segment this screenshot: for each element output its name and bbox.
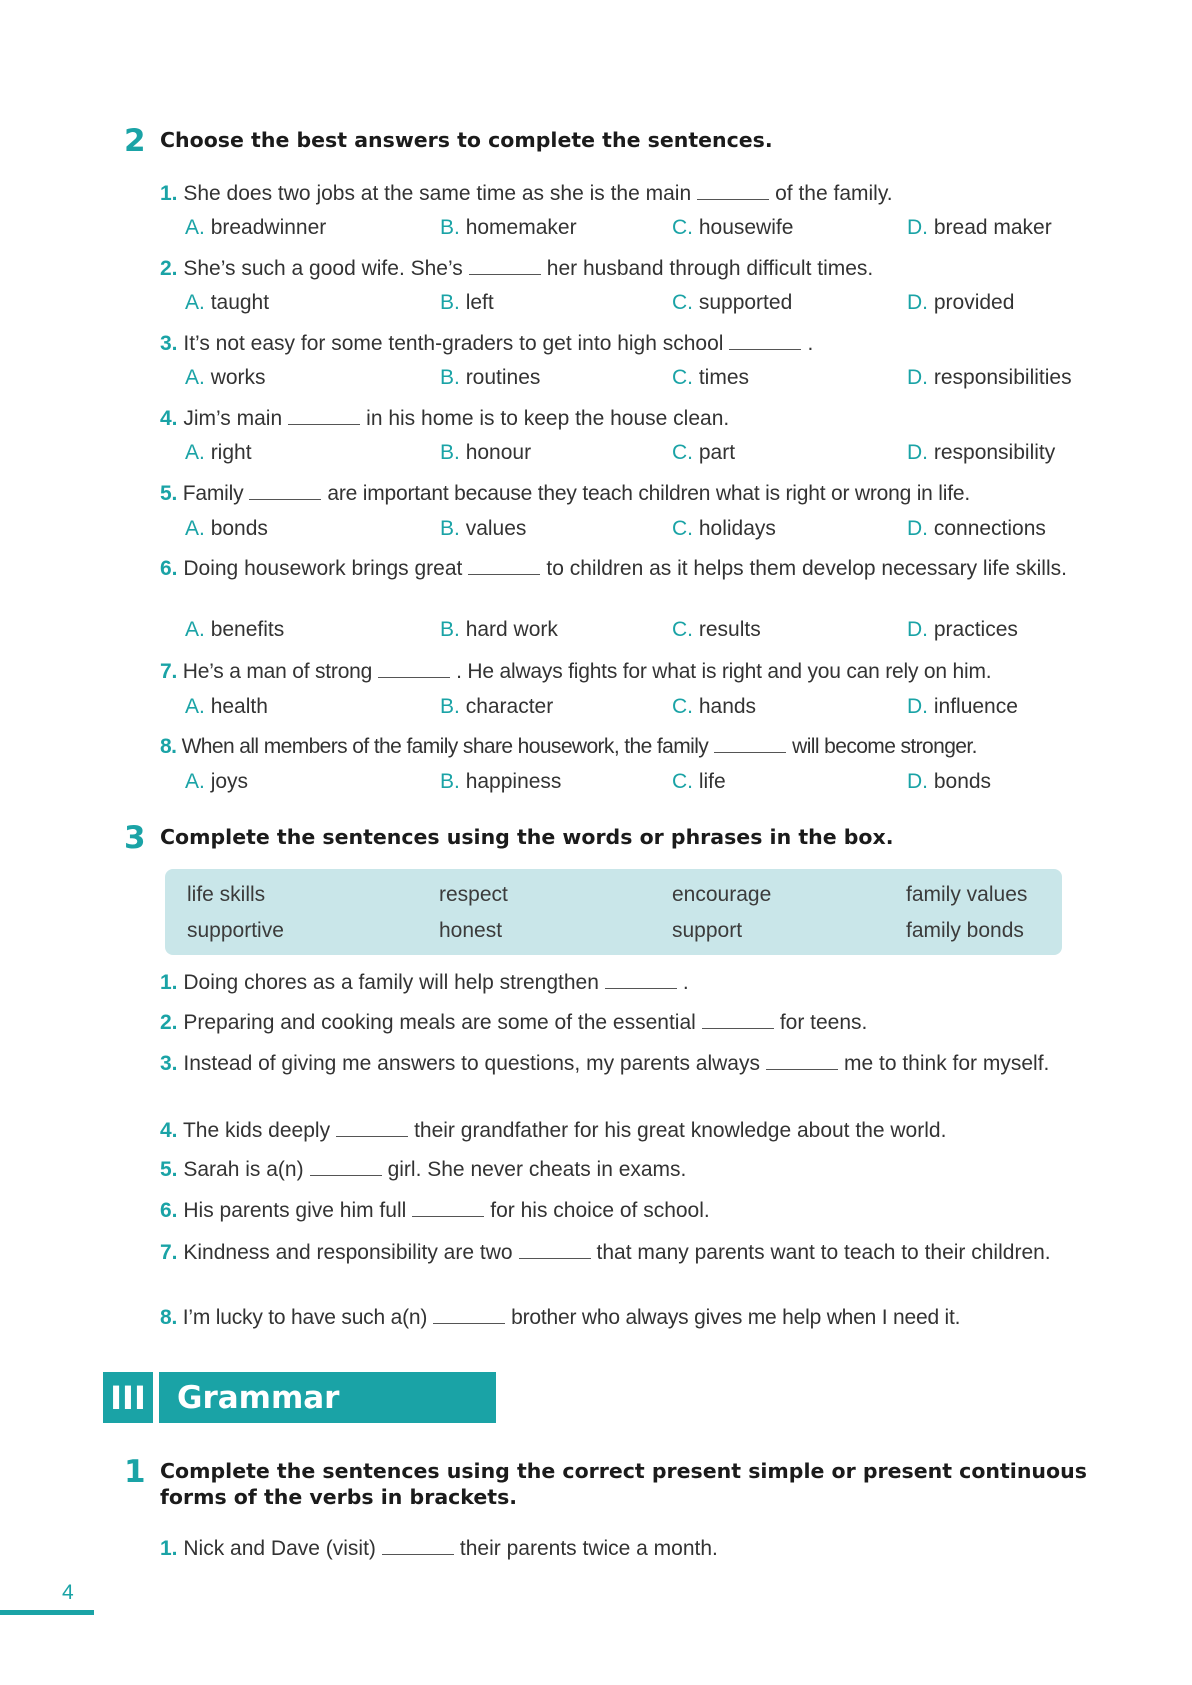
option-a[interactable]: A. right <box>185 441 252 464</box>
option-d[interactable]: D. practices <box>907 618 1018 641</box>
question-line: 2. Preparing and cooking meals are some of the essential for teens. <box>160 1011 868 1034</box>
question-line: 5. Sarah is a(n) girl. She never cheats in exams. <box>160 1158 687 1181</box>
answer-blank[interactable] <box>766 1055 838 1070</box>
exercise-number: 1 <box>124 1454 146 1490</box>
question-line: 7. He’s a man of strong . He always fights for what is right and you can rely on him. <box>160 660 992 683</box>
option-a[interactable]: A. breadwinner <box>185 216 327 239</box>
exercise-3-heading <box>124 820 894 856</box>
answer-blank[interactable] <box>382 1540 454 1555</box>
word-box-item: family bonds <box>906 919 1024 942</box>
option-b[interactable]: B. hard work <box>440 618 558 641</box>
option-c[interactable]: C. life <box>672 770 726 793</box>
word-box-item: support <box>672 919 743 942</box>
word-box-item: life skills <box>187 883 266 906</box>
answer-blank[interactable] <box>702 1014 774 1029</box>
word-box <box>165 869 1062 955</box>
exercise-number: 2 <box>124 123 146 159</box>
exercise-title: Complete the sentences using the correct present simple or present continuous forms of the verbs in brackets. <box>160 1459 1087 1509</box>
answer-blank[interactable] <box>468 560 540 575</box>
question-line: 2. She’s such a good wife. She’s her husband through difficult times. <box>160 257 874 280</box>
answer-blank[interactable] <box>412 1202 484 1217</box>
option-b[interactable]: B. left <box>440 291 494 314</box>
option-c[interactable]: C. holidays <box>672 517 776 540</box>
option-d[interactable]: D. responsibilities <box>907 366 1072 389</box>
exercise-title: Choose the best answers to complete the sentences. <box>160 128 773 152</box>
question-line: 8. I’m lucky to have such a(n) brother who always gives me help when I need it. <box>160 1306 961 1329</box>
question-line: 1. She does two jobs at the same time as she is the main of the family. <box>160 182 893 205</box>
section-title: Grammar <box>177 1379 340 1416</box>
grammar-exercise-1-heading <box>124 1454 1095 1510</box>
option-c[interactable]: C. results <box>672 618 761 641</box>
answer-blank[interactable] <box>310 1161 382 1176</box>
option-c[interactable]: C. hands <box>672 695 757 718</box>
grammar-section-header <box>103 1372 496 1423</box>
answer-blank[interactable] <box>378 663 450 678</box>
option-c[interactable]: C. supported <box>672 291 793 314</box>
option-a[interactable]: A. health <box>185 695 268 718</box>
option-d[interactable]: D. connections <box>907 517 1046 540</box>
option-a[interactable]: A. works <box>185 366 266 389</box>
option-b[interactable]: B. happiness <box>440 770 562 793</box>
section-roman-numeral: III <box>103 1372 159 1423</box>
option-c[interactable]: C. part <box>672 441 736 464</box>
option-b[interactable]: B. character <box>440 695 554 718</box>
answer-blank[interactable] <box>697 185 769 200</box>
question-line: 7. Kindness and responsibility are two that many parents want to teach to their children. <box>160 1241 1051 1264</box>
option-a[interactable]: A. joys <box>185 770 249 793</box>
answer-blank[interactable] <box>469 260 541 275</box>
option-d[interactable]: D. bread maker <box>907 216 1052 239</box>
page-number-rule <box>0 1610 94 1615</box>
word-box-item: respect <box>439 883 508 906</box>
question-line: 1. Nick and Dave (visit) their parents twice a month. <box>160 1537 718 1560</box>
option-d[interactable]: D. bonds <box>907 770 992 793</box>
answer-blank[interactable] <box>288 410 360 425</box>
answer-blank[interactable] <box>714 738 786 753</box>
answer-blank[interactable] <box>433 1309 505 1324</box>
word-box-item: encourage <box>672 883 772 906</box>
question-line: 3. It’s not easy for some tenth-graders to get into high school . <box>160 332 814 355</box>
option-b[interactable]: B. honour <box>440 441 532 464</box>
answer-blank[interactable] <box>519 1244 591 1259</box>
answer-blank[interactable] <box>605 974 677 989</box>
option-b[interactable]: B. values <box>440 517 527 540</box>
exercise-number: 3 <box>124 820 146 856</box>
option-d[interactable]: D. provided <box>907 291 1015 314</box>
question-line: 1. Doing chores as a family will help strengthen . <box>160 971 689 994</box>
word-box-item: family values <box>906 883 1028 906</box>
question-line: 3. Instead of giving me answers to questions, my parents always me to think for myself. <box>160 1052 1050 1075</box>
option-d[interactable]: D. influence <box>907 695 1018 718</box>
option-c[interactable]: C. housewife <box>672 216 794 239</box>
word-box-item: honest <box>439 919 503 942</box>
answer-blank[interactable] <box>336 1122 408 1137</box>
option-b[interactable]: B. homemaker <box>440 216 577 239</box>
option-a[interactable]: A. bonds <box>185 517 268 540</box>
question-line: 4. The kids deeply their grandfather for his great knowledge about the world. <box>160 1119 947 1142</box>
option-b[interactable]: B. routines <box>440 366 541 389</box>
option-d[interactable]: D. responsibility <box>907 441 1056 464</box>
exercise-2-heading <box>124 123 773 159</box>
page-number: 4 <box>62 1581 74 1604</box>
question-line: 6. His parents give him full for his choice of school. <box>160 1199 710 1222</box>
answer-blank[interactable] <box>729 335 801 350</box>
word-box-item: supportive <box>187 919 284 942</box>
question-line: 4. Jim’s main in his home is to keep the house clean. <box>160 407 730 430</box>
option-a[interactable]: A. benefits <box>185 618 285 641</box>
question-line: 5. Family are important because they teach children what is right or wrong in life. <box>160 482 970 505</box>
option-a[interactable]: A. taught <box>185 291 270 314</box>
option-c[interactable]: C. times <box>672 366 750 389</box>
question-line: 6. Doing housework brings great to children as it helps them develop necessary life skills. <box>160 557 1067 580</box>
answer-blank[interactable] <box>249 485 321 500</box>
question-line: 8. When all members of the family share housework, the family will become stronger. <box>160 735 977 758</box>
exercise-title: Complete the sentences using the words or phrases in the box. <box>160 825 894 849</box>
